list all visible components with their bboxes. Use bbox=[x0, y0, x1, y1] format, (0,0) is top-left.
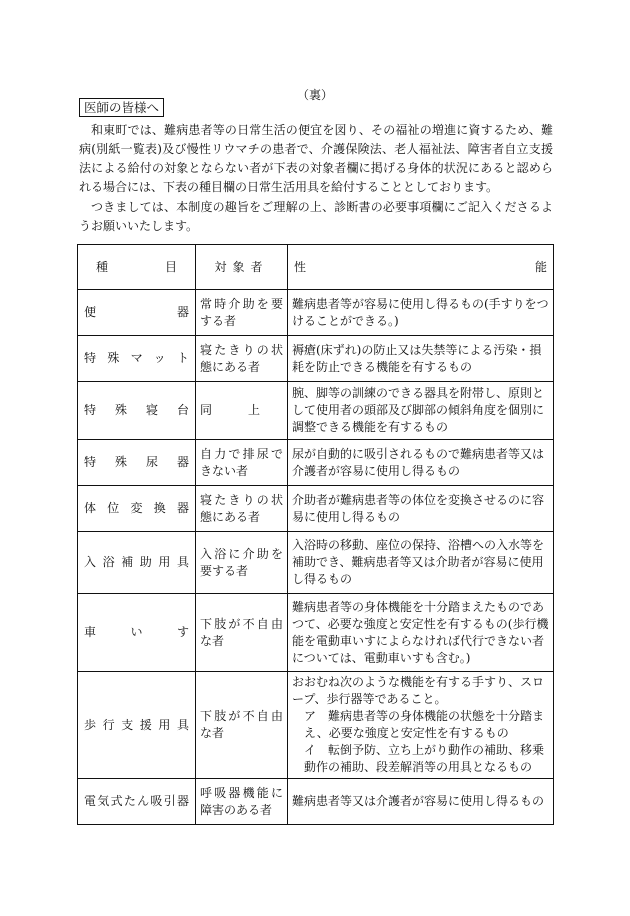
item-name-cell bbox=[78, 440, 196, 486]
item-name-cell bbox=[78, 779, 196, 825]
header-performance bbox=[288, 245, 554, 290]
performance-cell bbox=[288, 382, 554, 440]
performance-cell bbox=[288, 594, 554, 672]
header-perf-char-1: 性 bbox=[294, 259, 307, 274]
item-name: 歩行支援用具 bbox=[84, 717, 189, 732]
item-name-cell bbox=[78, 532, 196, 594]
header-perf-char-2: 能 bbox=[534, 259, 547, 274]
performance-line: 難病患者等又は介護者が容易に使用し得るもの bbox=[292, 794, 545, 808]
target-person-cell: 寝たきりの状態にある者 bbox=[196, 336, 288, 382]
item-name-cell bbox=[78, 290, 196, 336]
performance-cell bbox=[288, 440, 554, 486]
item-name: 車いす bbox=[84, 625, 189, 639]
performance-cell bbox=[288, 672, 554, 779]
performance-cell bbox=[288, 486, 554, 532]
target-person-cell: 下肢が不自由な者 bbox=[196, 594, 288, 672]
item-name: 特殊マット bbox=[84, 351, 189, 365]
intro-paragraph-2-text: つきましては、本制度の趣旨をご理解の上、診断書の必要事項欄にご記入くださるようお願いいたします。 bbox=[79, 200, 553, 233]
header-item bbox=[78, 245, 196, 290]
performance-line: 尿が自動的に吸引されるもので難病患者等又は介護者が容易に使用し得るもの bbox=[292, 446, 545, 478]
performance-line: ア 難病患者等の身体機能の状態を十分踏まえ、必要な強度と安定性を有するもの bbox=[304, 709, 545, 740]
header-item-char-1: 種 bbox=[96, 259, 109, 274]
table-row bbox=[78, 779, 554, 825]
table-row bbox=[78, 336, 554, 382]
item-name: 便器 bbox=[84, 305, 189, 319]
table-row bbox=[78, 594, 554, 672]
table-row bbox=[78, 382, 554, 440]
item-name: 体位変換器 bbox=[84, 501, 189, 515]
performance-line: イ 転倒予防、立ち上がり動作の補助、移乗動作の補助、段差解消等の用具となるもの bbox=[304, 743, 545, 774]
item-name: 特殊尿器 bbox=[84, 455, 189, 469]
intro-paragraph-2 bbox=[79, 198, 553, 236]
intro-paragraph-1-text: 和東町では、難病患者等の日常生活の便宜を図り、その福祉の増進に資するため、難病(別紙一覧表)及び慢性リウマチの患者で、介護保険法、老人福祉法、障害者自立支援法による給付の対象とならない者が下表の対象者欄に掲げる身体的状況にあると認められる場合には、下表の種目欄の日常生活用具を給付することとしております。 bbox=[79, 123, 553, 194]
table-row bbox=[78, 672, 554, 779]
performance-line: 腕、脚等の訓練のできる器具を附帯し、原則として使用者の頭部及び脚部の傾斜角度を個別に調整できる機能を有するもの bbox=[292, 386, 545, 434]
table-row bbox=[78, 440, 554, 486]
target-person-cell: 自力で排尿できない者 bbox=[196, 440, 288, 486]
item-name-cell bbox=[78, 382, 196, 440]
table-row bbox=[78, 532, 554, 594]
item-name-cell bbox=[78, 594, 196, 672]
target-person-cell: 寝たきりの状態にある者 bbox=[196, 486, 288, 532]
performance-cell bbox=[288, 779, 554, 825]
target-person-cell: 入浴に介助を要する者 bbox=[196, 532, 288, 594]
page-side-label: （裏） bbox=[296, 88, 333, 102]
target-person-cell: 同 上 bbox=[196, 382, 288, 440]
table-header-row bbox=[78, 245, 554, 290]
item-name: 入浴補助用具 bbox=[84, 555, 189, 569]
performance-line: 入浴時の移動、座位の保持、浴槽への入水等を補助でき、難病患者等又は介助者が容易に使用し得るもの bbox=[292, 538, 545, 586]
table-row bbox=[78, 290, 554, 336]
performance-cell bbox=[288, 336, 554, 382]
performance-line: 褥瘡(床ずれ)の防止又は失禁等による汚染・損耗を防止できる機能を有するもの bbox=[292, 342, 542, 374]
performance-line: 難病患者等が容易に使用し得るもの(手すりをつけることができる。) bbox=[292, 296, 549, 328]
target-person-cell: 常時介助を要する者 bbox=[196, 290, 288, 336]
header-target: 対象者 bbox=[196, 245, 288, 290]
doctor-notice-heading: 医師の皆様へ bbox=[79, 98, 164, 117]
target-person-cell: 呼吸器機能に障害のある者 bbox=[196, 779, 288, 825]
item-name-cell bbox=[78, 486, 196, 532]
performance-cell bbox=[288, 290, 554, 336]
item-name: 電気式たん吸引器 bbox=[84, 794, 189, 808]
item-name-cell bbox=[78, 672, 196, 779]
intro-paragraph-1 bbox=[79, 121, 553, 197]
target-person-cell: 下肢が不自由な者 bbox=[196, 672, 288, 779]
performance-line: おおむね次のような機能を有する手すり、スロープ、歩行器等であること。 bbox=[292, 675, 545, 706]
performance-line: 介助者が難病患者等の体位を変換させるのに容易に使用し得るもの bbox=[292, 492, 545, 524]
item-name-cell bbox=[78, 336, 196, 382]
table-body bbox=[78, 290, 554, 825]
equipment-table bbox=[77, 244, 554, 825]
performance-cell bbox=[288, 532, 554, 594]
item-name: 特殊寝台 bbox=[84, 403, 189, 417]
header-item-char-2: 目 bbox=[164, 259, 177, 274]
performance-line: 難病患者等の身体機能を十分踏まえたものであつて、必要な強度と安定性を有するもの(歩行機能を電動車いすによらなければ代行できない者については、電動車いすも含む。) bbox=[292, 599, 549, 665]
table-row bbox=[78, 486, 554, 532]
